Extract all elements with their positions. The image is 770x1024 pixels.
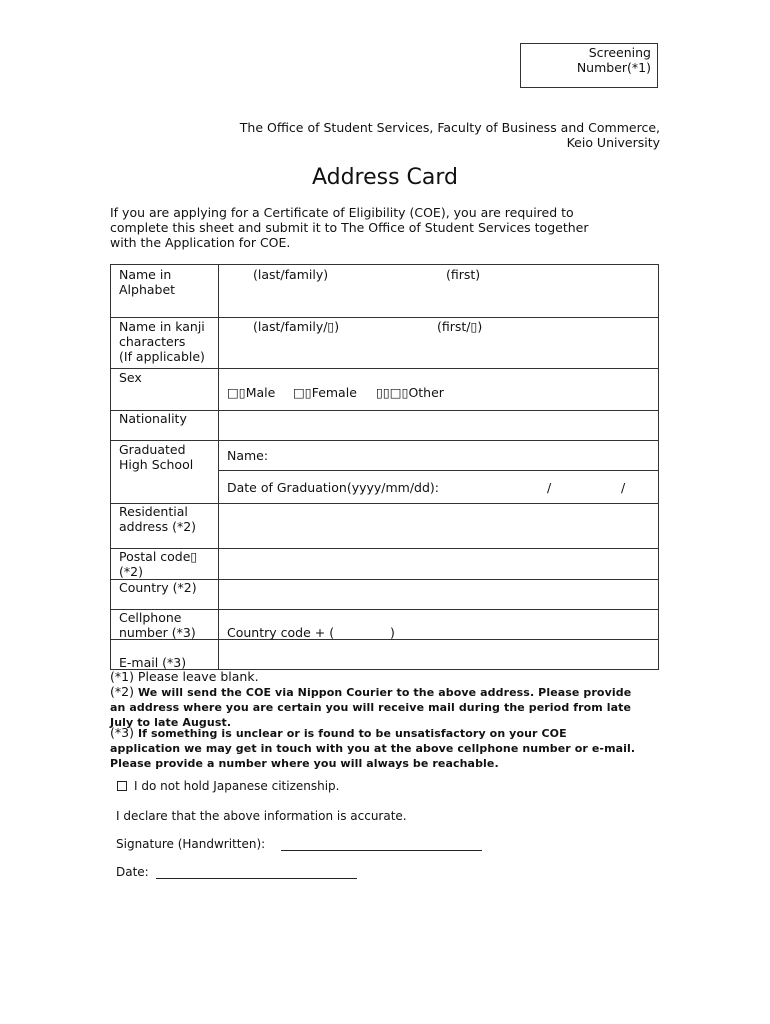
- note-1: (*1) Please leave blank.: [110, 669, 259, 684]
- office-header: [150, 120, 660, 150]
- screening-label-line1: Screening: [588, 45, 651, 60]
- date-line[interactable]: [156, 878, 357, 879]
- postal-code-label-line1: Postal code▯: [119, 549, 198, 564]
- name-kanji-label-line1: Name in kanji: [119, 319, 205, 334]
- note-2-line1: We will send the COE via Nippon Courier to the above address. Please provide: [137, 686, 632, 699]
- address-label-line1: Residential: [119, 504, 188, 519]
- screening-label-line2: Number(*1): [576, 60, 651, 75]
- country-code-label: Country code + (: [227, 625, 335, 640]
- name-alphabet-label-line1: Name in: [119, 267, 172, 282]
- postal-code-field[interactable]: [219, 549, 658, 579]
- country-field[interactable]: [219, 580, 658, 609]
- name-kanji-label-line3: (If applicable): [119, 349, 205, 364]
- note-2-line2: an address where you are certain you will receive mail during the period from late: [110, 701, 632, 714]
- name-kanji-label-line2: characters: [119, 334, 186, 349]
- name-alphabet-first-hint: (first): [446, 267, 481, 282]
- date-label: Date:: [116, 865, 149, 879]
- page-title: Address Card: [311, 165, 459, 190]
- graduation-date-slash-1: /: [547, 480, 552, 495]
- note-3-line2: application we may get in touch with you at the above cellphone number or e-mail.: [110, 742, 636, 755]
- graduation-date-slash-2: /: [621, 480, 626, 495]
- sex-female-option[interactable]: □▯Female: [293, 385, 357, 400]
- office-line1: The Office of Student Services, Faculty of Business and Commerce,: [239, 120, 660, 135]
- name-kanji-field[interactable]: [219, 337, 658, 368]
- note-3-line3: Please provide a number where you will always be reachable.: [110, 757, 499, 770]
- row-divider: [111, 368, 658, 369]
- intro-line3: with the Application for COE.: [110, 235, 291, 250]
- name-alphabet-last-hint: (last/family): [253, 267, 329, 282]
- note-2: [110, 685, 665, 730]
- address-label-line2: address (*2): [119, 519, 197, 534]
- cellphone-label: [119, 610, 196, 640]
- name-alphabet-label: [119, 267, 175, 297]
- name-kanji-label: [119, 319, 205, 364]
- signature-line[interactable]: [281, 850, 482, 851]
- nationality-label: Nationality: [119, 411, 187, 426]
- row-divider: [111, 317, 658, 318]
- high-school-label-line2: High School: [119, 457, 194, 472]
- intro-line1: If you are applying for a Certificate of Eligibility (COE), you are required to: [110, 205, 574, 220]
- row-divider: [218, 470, 658, 471]
- checkbox-icon[interactable]: [117, 781, 127, 791]
- name-alphabet-label-line2: Alphabet: [119, 282, 176, 297]
- note-3-line1: If something is unclear or is found to be unsatisfactory on your COE: [137, 727, 567, 740]
- cellphone-field[interactable]: [219, 610, 658, 639]
- name-kanji-first-hint: (first/▯): [437, 319, 483, 334]
- graduation-date-label: Date of Graduation(yyyy/mm/dd):: [227, 480, 440, 495]
- address-label: [119, 504, 196, 534]
- office-line2: Keio University: [566, 135, 660, 150]
- cellphone-label-line2: number (*3): [119, 625, 196, 640]
- cellphone-label-line1: Cellphone: [119, 610, 182, 625]
- nationality-field[interactable]: [219, 411, 658, 440]
- signature-label: Signature (Handwritten):: [116, 837, 266, 851]
- high-school-name-label: Name:: [227, 448, 269, 463]
- postal-code-label-line2: (*2): [119, 564, 143, 579]
- address-field[interactable]: [219, 504, 658, 548]
- country-label: Country (*2): [119, 580, 197, 595]
- sex-label: Sex: [119, 370, 142, 385]
- citizenship-label: I do not hold Japanese citizenship.: [134, 779, 340, 793]
- address-form-table: [110, 264, 659, 670]
- name-kanji-last-hint: (last/family/▯): [253, 319, 340, 334]
- postal-code-label: [119, 549, 197, 579]
- note-3-prefix: (*3): [110, 725, 138, 740]
- declaration-statement: I declare that the above information is accurate.: [116, 809, 407, 823]
- note-3: [110, 726, 665, 771]
- note-2-line3: July to late August.: [110, 716, 232, 729]
- sex-male-option[interactable]: □▯Male: [227, 385, 276, 400]
- high-school-name-field[interactable]: [271, 441, 658, 470]
- screening-number-box: [520, 43, 658, 88]
- intro-paragraph: [110, 205, 660, 250]
- high-school-label: [119, 442, 193, 472]
- note-2-prefix: (*2): [110, 684, 138, 699]
- citizenship-checkbox-row[interactable]: [117, 779, 340, 794]
- email-field[interactable]: [219, 640, 658, 670]
- intro-line2: complete this sheet and submit it to The Office of Student Services together: [110, 220, 589, 235]
- name-alphabet-field[interactable]: [219, 285, 658, 317]
- email-label: E-mail (*3): [119, 655, 187, 670]
- high-school-label-line1: Graduated: [119, 442, 186, 457]
- country-code-close: ): [390, 625, 395, 640]
- sex-other-option[interactable]: ▯▯□▯Other: [376, 385, 444, 400]
